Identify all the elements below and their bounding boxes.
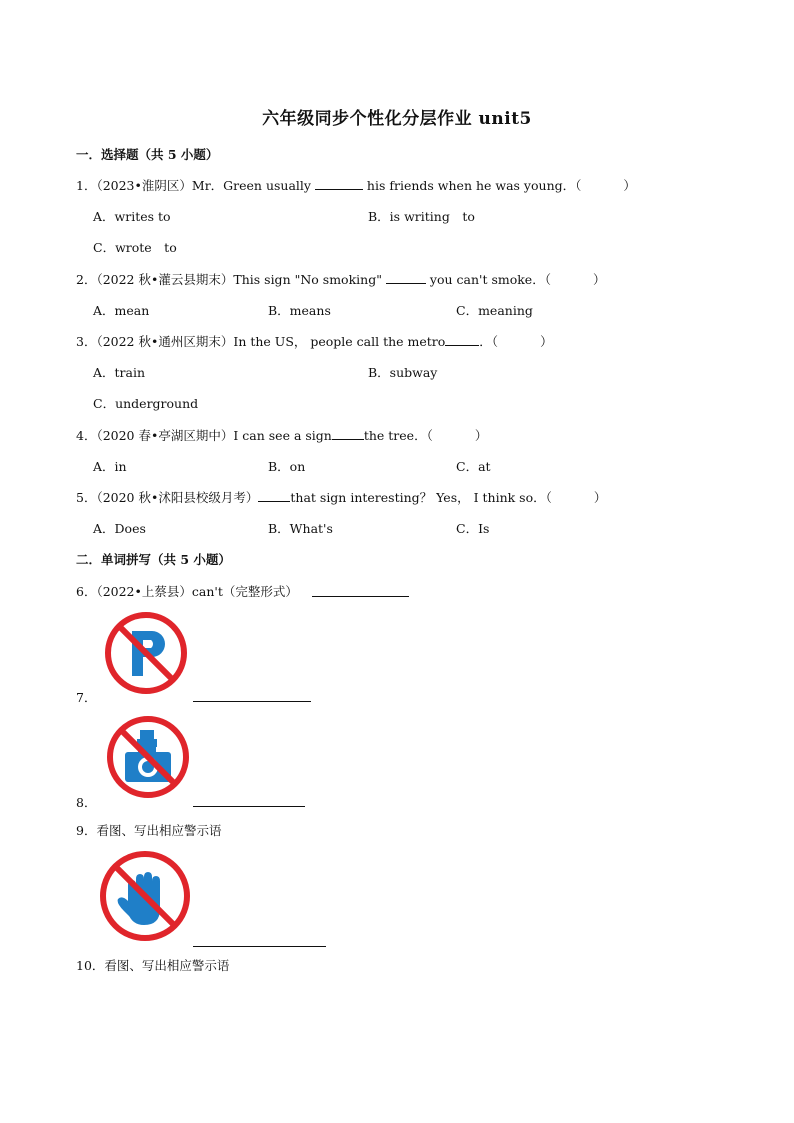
question-6 <box>76 582 298 600</box>
question-1 <box>76 176 636 194</box>
question-number: 6． <box>76 584 97 599</box>
question-text-before: Mr．Green usually <box>191 178 315 193</box>
question-number: 10． <box>76 958 105 973</box>
question-text-after: his friends when he was young．（ <box>362 178 582 193</box>
answer-line-7[interactable] <box>193 700 311 702</box>
option-5b[interactable]: B．What's <box>268 521 333 536</box>
question-number: 2． <box>76 272 97 287</box>
question-number: 3． <box>76 334 97 349</box>
question-2 <box>76 270 605 288</box>
answer-line-6[interactable] <box>312 595 409 597</box>
option-2b[interactable]: B．means <box>268 303 331 318</box>
option-1a[interactable]: A．writes to <box>93 209 171 224</box>
question-number-8: 8． <box>76 795 97 810</box>
question-3 <box>76 332 553 350</box>
section-heading-spelling: 二．单词拼写（共 5 小题） <box>76 552 231 567</box>
option-2c[interactable]: C．meaning <box>456 303 533 318</box>
page-title: 六年级同步个性化分层作业 unit5 <box>262 109 532 129</box>
option-5c[interactable]: C．Is <box>456 521 490 536</box>
no-photography-sign-icon <box>104 714 192 800</box>
option-5a[interactable]: A．Does <box>93 521 146 536</box>
question-number: 9． <box>76 823 97 838</box>
option-3c[interactable]: C．underground <box>93 396 199 411</box>
option-1b[interactable]: B．is writing to <box>368 209 475 224</box>
question-text: can't（完整形式） <box>191 584 298 599</box>
option-2a[interactable]: A．mean <box>93 303 150 318</box>
no-touching-sign-icon <box>98 849 192 943</box>
question-text-after: that sign interesting？ Yes， I think so．（ <box>290 490 552 505</box>
no-parking-sign-icon <box>102 611 190 695</box>
option-4a[interactable]: A．in <box>93 459 127 474</box>
option-1c[interactable]: C．wrote to <box>93 240 177 255</box>
option-4b[interactable]: B．on <box>268 459 306 474</box>
question-source: （2022•上蔡县） <box>96 584 192 599</box>
question-9 <box>76 821 221 839</box>
answer-blank[interactable] <box>315 177 363 190</box>
question-end: ） <box>540 334 553 349</box>
question-4 <box>76 426 487 444</box>
question-10 <box>76 956 229 974</box>
question-number: 4． <box>76 428 97 443</box>
question-number: 1． <box>76 178 97 193</box>
question-source: （2020 秋•沭阳县校级月考） <box>96 490 259 505</box>
answer-blank[interactable] <box>386 271 426 284</box>
answer-blank[interactable] <box>258 489 290 502</box>
question-source: （2022 秋•通州区期末） <box>96 334 234 349</box>
section-heading-choice: 一．选择题（共 5 小题） <box>76 147 219 162</box>
option-3a[interactable]: A．train <box>93 365 146 380</box>
answer-blank[interactable] <box>332 427 364 440</box>
question-text-before: In the US， people call the metro <box>233 334 446 349</box>
question-text-after: the tree．（ <box>363 428 433 443</box>
option-3b[interactable]: B．subway <box>368 365 438 380</box>
option-4c[interactable]: C．at <box>456 459 491 474</box>
question-source: （2022 秋•灌云县期末） <box>96 272 234 287</box>
answer-line-9[interactable] <box>193 945 326 947</box>
question-end: ） <box>592 272 606 287</box>
question-5 <box>76 488 606 506</box>
question-text-before: This sign "No smoking" <box>233 272 386 287</box>
question-end: ） <box>623 178 636 193</box>
question-text-after: ．（ <box>479 334 499 349</box>
answer-line-8[interactable] <box>193 805 305 807</box>
question-number-7: 7． <box>76 690 97 705</box>
answer-blank[interactable] <box>445 333 479 346</box>
question-text-after: you can't smoke．（ <box>425 272 551 287</box>
question-text-before: I can see a sign <box>233 428 332 443</box>
question-end: ） <box>593 490 607 505</box>
question-number: 5． <box>76 490 97 505</box>
question-source: （2020 春•亭湖区期中） <box>96 428 234 443</box>
question-text: 看图、写出相应警示语 <box>104 958 230 973</box>
question-source: （2023•淮阴区） <box>96 178 192 193</box>
question-text: 看图、写出相应警示语 <box>96 823 222 838</box>
question-end: ） <box>474 428 488 443</box>
